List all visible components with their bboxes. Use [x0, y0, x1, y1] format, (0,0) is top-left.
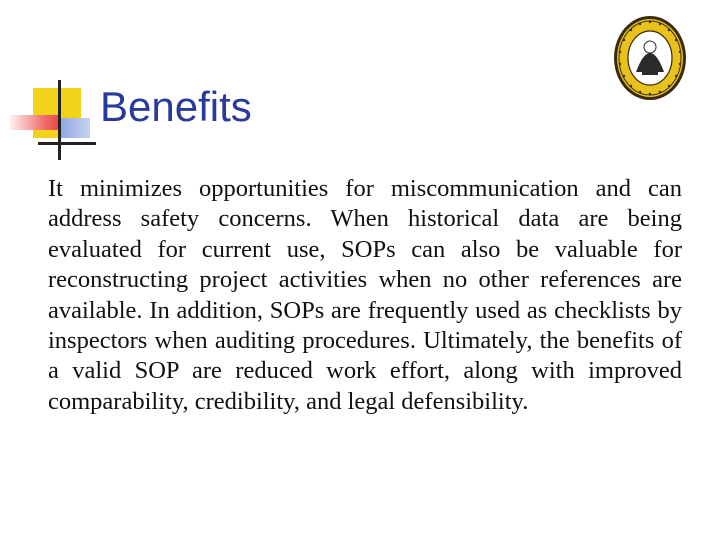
slide-body-paragraph: It minimizes opportunities for miscommunication and can address safety concerns. When historical data are being evaluated for current use, SOPs can also be valuable for reconstructing project activities when no other references are available. In addition, SOPs are frequently used as checklists by inspectors when auditing procedures. Ultimately, the benefits of a valid SOP are reduced work effort, along with improved comparability, credibility, and legal defensibility. — [48, 175, 682, 415]
title-accent-horizontal-line — [38, 142, 96, 145]
title-accent-blue-block — [60, 118, 90, 138]
university-seal-icon — [612, 14, 688, 102]
title-accent-vertical-line — [58, 80, 61, 160]
title-accent-red-bar — [10, 115, 60, 130]
slide-title: Benefits — [100, 83, 252, 130]
